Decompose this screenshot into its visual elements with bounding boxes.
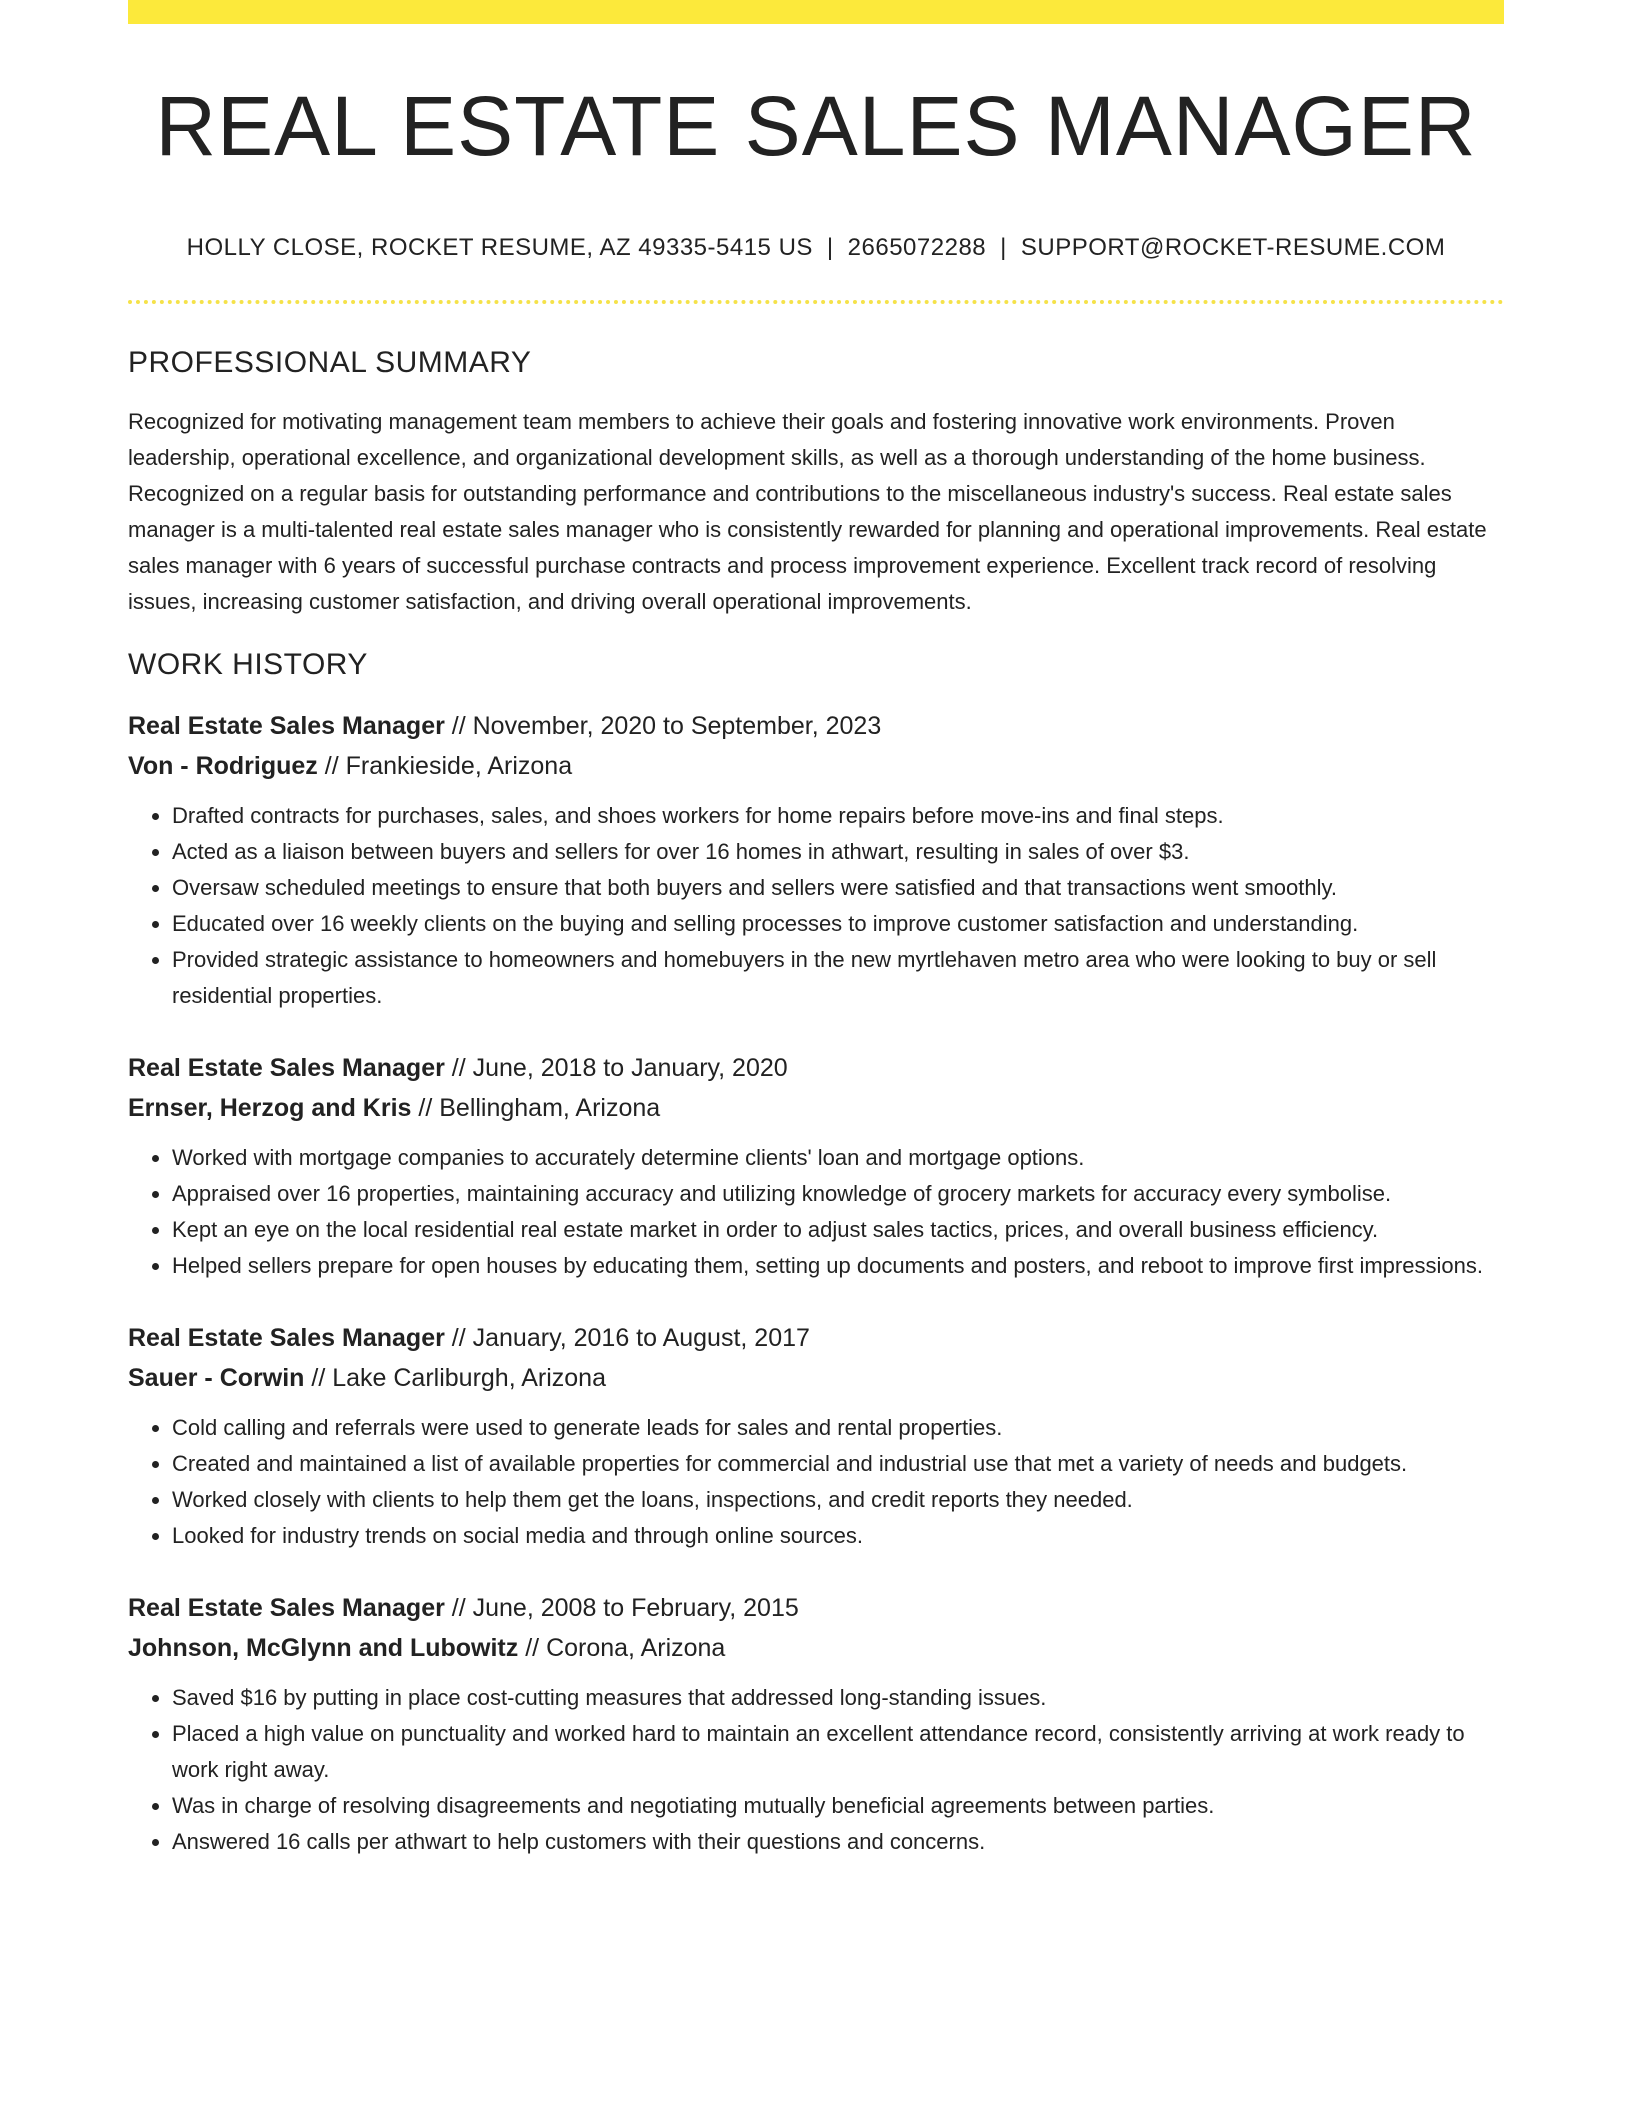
job-bullets (128, 1410, 1504, 1554)
job-entry (128, 706, 1504, 1014)
job-bullet: • Was in charge of resolving disagreements and negotiating mutually beneficial agreements between parties. (172, 1788, 1504, 1824)
job-bullet: • Placed a high value on punctuality and worked hard to maintain an excellent attendance record, consistently arriving at work ready to work right away. (172, 1716, 1504, 1788)
job-company: Von - Rodriguez (128, 752, 318, 781)
candidate-name: REAL ESTATE SALES MANAGER (155, 79, 1477, 173)
job-bullet: • Acted as a liaison between buyers and sellers for over 16 homes in athwart, resulting in sales of over $3. (172, 834, 1504, 870)
job-bullet: • Worked closely with clients to help them get the loans, inspections, and credit reports they needed. (172, 1482, 1504, 1518)
job-separator: // (304, 1364, 333, 1393)
job-bullet: • Kept an eye on the local residential real estate market in order to adjust sales tactics, prices, and overall business efficiency. (172, 1212, 1504, 1248)
job-company-line (128, 746, 1504, 786)
contact-line (128, 234, 1504, 262)
job-separator: // (518, 1634, 547, 1663)
job-role: Real Estate Sales Manager (128, 1594, 445, 1623)
job-location: Bellingham, Arizona (439, 1094, 661, 1123)
job-title-line (128, 1318, 1504, 1358)
job-bullet: • Educated over 16 weekly clients on the buying and selling processes to improve customer satisfaction and understanding. (172, 906, 1504, 942)
job-bullets (128, 798, 1504, 1014)
job-separator: // (444, 712, 473, 741)
job-company-line (128, 1358, 1504, 1398)
job-dates: November, 2020 to September, 2023 (472, 712, 882, 741)
summary-heading: PROFESSIONAL SUMMARY (128, 346, 532, 380)
job-bullets (128, 1680, 1504, 1860)
job-location: Lake Carliburgh, Arizona (332, 1364, 606, 1393)
job-location: Frankieside, Arizona (345, 752, 573, 781)
job-location: Corona, Arizona (546, 1634, 726, 1663)
job-dates: January, 2016 to August, 2017 (472, 1324, 810, 1353)
job-bullet: • Saved $16 by putting in place cost-cutting measures that addressed long-standing issues. (172, 1680, 1504, 1716)
job-entry (128, 1588, 1504, 1860)
job-role: Real Estate Sales Manager (128, 712, 445, 741)
job-bullets (128, 1140, 1504, 1284)
resume-page (128, 0, 1504, 1860)
job-dates: June, 2018 to January, 2020 (472, 1054, 788, 1083)
job-bullet: • Cold calling and referrals were used to generate leads for sales and rental properties. (172, 1410, 1504, 1446)
job-entry (128, 1318, 1504, 1554)
job-title-line (128, 1048, 1504, 1088)
work-history-heading: WORK HISTORY (128, 648, 368, 682)
job-separator: // (444, 1054, 473, 1083)
job-role: Real Estate Sales Manager (128, 1054, 445, 1083)
job-entry (128, 1048, 1504, 1284)
job-separator: // (444, 1594, 473, 1623)
job-bullet: • Looked for industry trends on social media and through online sources. (172, 1518, 1504, 1554)
job-bullet: • Drafted contracts for purchases, sales, and shoes workers for home repairs before move-ins and final steps. (172, 798, 1504, 834)
contact-separator: | (1000, 234, 1007, 262)
job-separator: // (317, 752, 346, 781)
job-company-line (128, 1088, 1504, 1128)
job-bullet: • Worked with mortgage companies to accurately determine clients' loan and mortgage options. (172, 1140, 1504, 1176)
job-company: Sauer - Corwin (128, 1364, 305, 1393)
phone: 2665072288 (847, 234, 987, 262)
contact-separator: | (826, 234, 834, 262)
job-company: Ernser, Herzog and Kris (128, 1094, 412, 1123)
address: HOLLY CLOSE, ROCKET RESUME, AZ 49335-5415 US (186, 234, 813, 262)
job-separator: // (444, 1324, 473, 1353)
job-role: Real Estate Sales Manager (128, 1324, 445, 1353)
job-company: Johnson, McGlynn and Lubowitz (128, 1634, 519, 1663)
email: SUPPORT@ROCKET-RESUME.COM (1020, 234, 1446, 262)
job-bullet: • Helped sellers prepare for open houses by educating them, setting up documents and posters, and reboot to improve first impressions. (172, 1248, 1504, 1284)
job-separator: // (411, 1094, 440, 1123)
job-bullet: • Answered 16 calls per athwart to help customers with their questions and concerns. (172, 1824, 1504, 1860)
job-bullet: • Created and maintained a list of available properties for commercial and industrial use that met a variety of needs and budgets. (172, 1446, 1504, 1482)
job-title-line (128, 1588, 1504, 1628)
job-company-line (128, 1628, 1504, 1668)
job-title-line (128, 706, 1504, 746)
job-bullet: • Appraised over 16 properties, maintaining accuracy and utilizing knowledge of grocery markets for accuracy every symbolise. (172, 1176, 1504, 1212)
job-dates: June, 2008 to February, 2015 (472, 1594, 799, 1623)
summary-text: Recognized for motivating management team members to achieve their goals and fostering innovative work environments. Proven leadership, operational excellence, and organizational development skills, as well as a thorough understanding of the home business. Recognized on a regular basis for outstanding performance and contributions to the miscellaneous industry's success. Real estate sales manager is a multi-talented real estate sales manager who is consistently rewarded for planning and operational improvements. Real estate sales manager with 6 years of successful purchase contracts and process improvement experience. Excellent track record of resolving issues, increasing customer satisfaction, and driving overall operational improvements. (128, 409, 1487, 615)
job-list (128, 706, 1504, 1860)
accent-bar (128, 0, 1504, 24)
dotted-divider (128, 300, 1504, 304)
job-bullet: • Oversaw scheduled meetings to ensure that both buyers and sellers were satisfied and that transactions went smoothly. (172, 870, 1504, 906)
job-bullet: • Provided strategic assistance to homeowners and homebuyers in the new myrtlehaven metro area who were looking to buy or sell residential properties. (172, 942, 1504, 1014)
